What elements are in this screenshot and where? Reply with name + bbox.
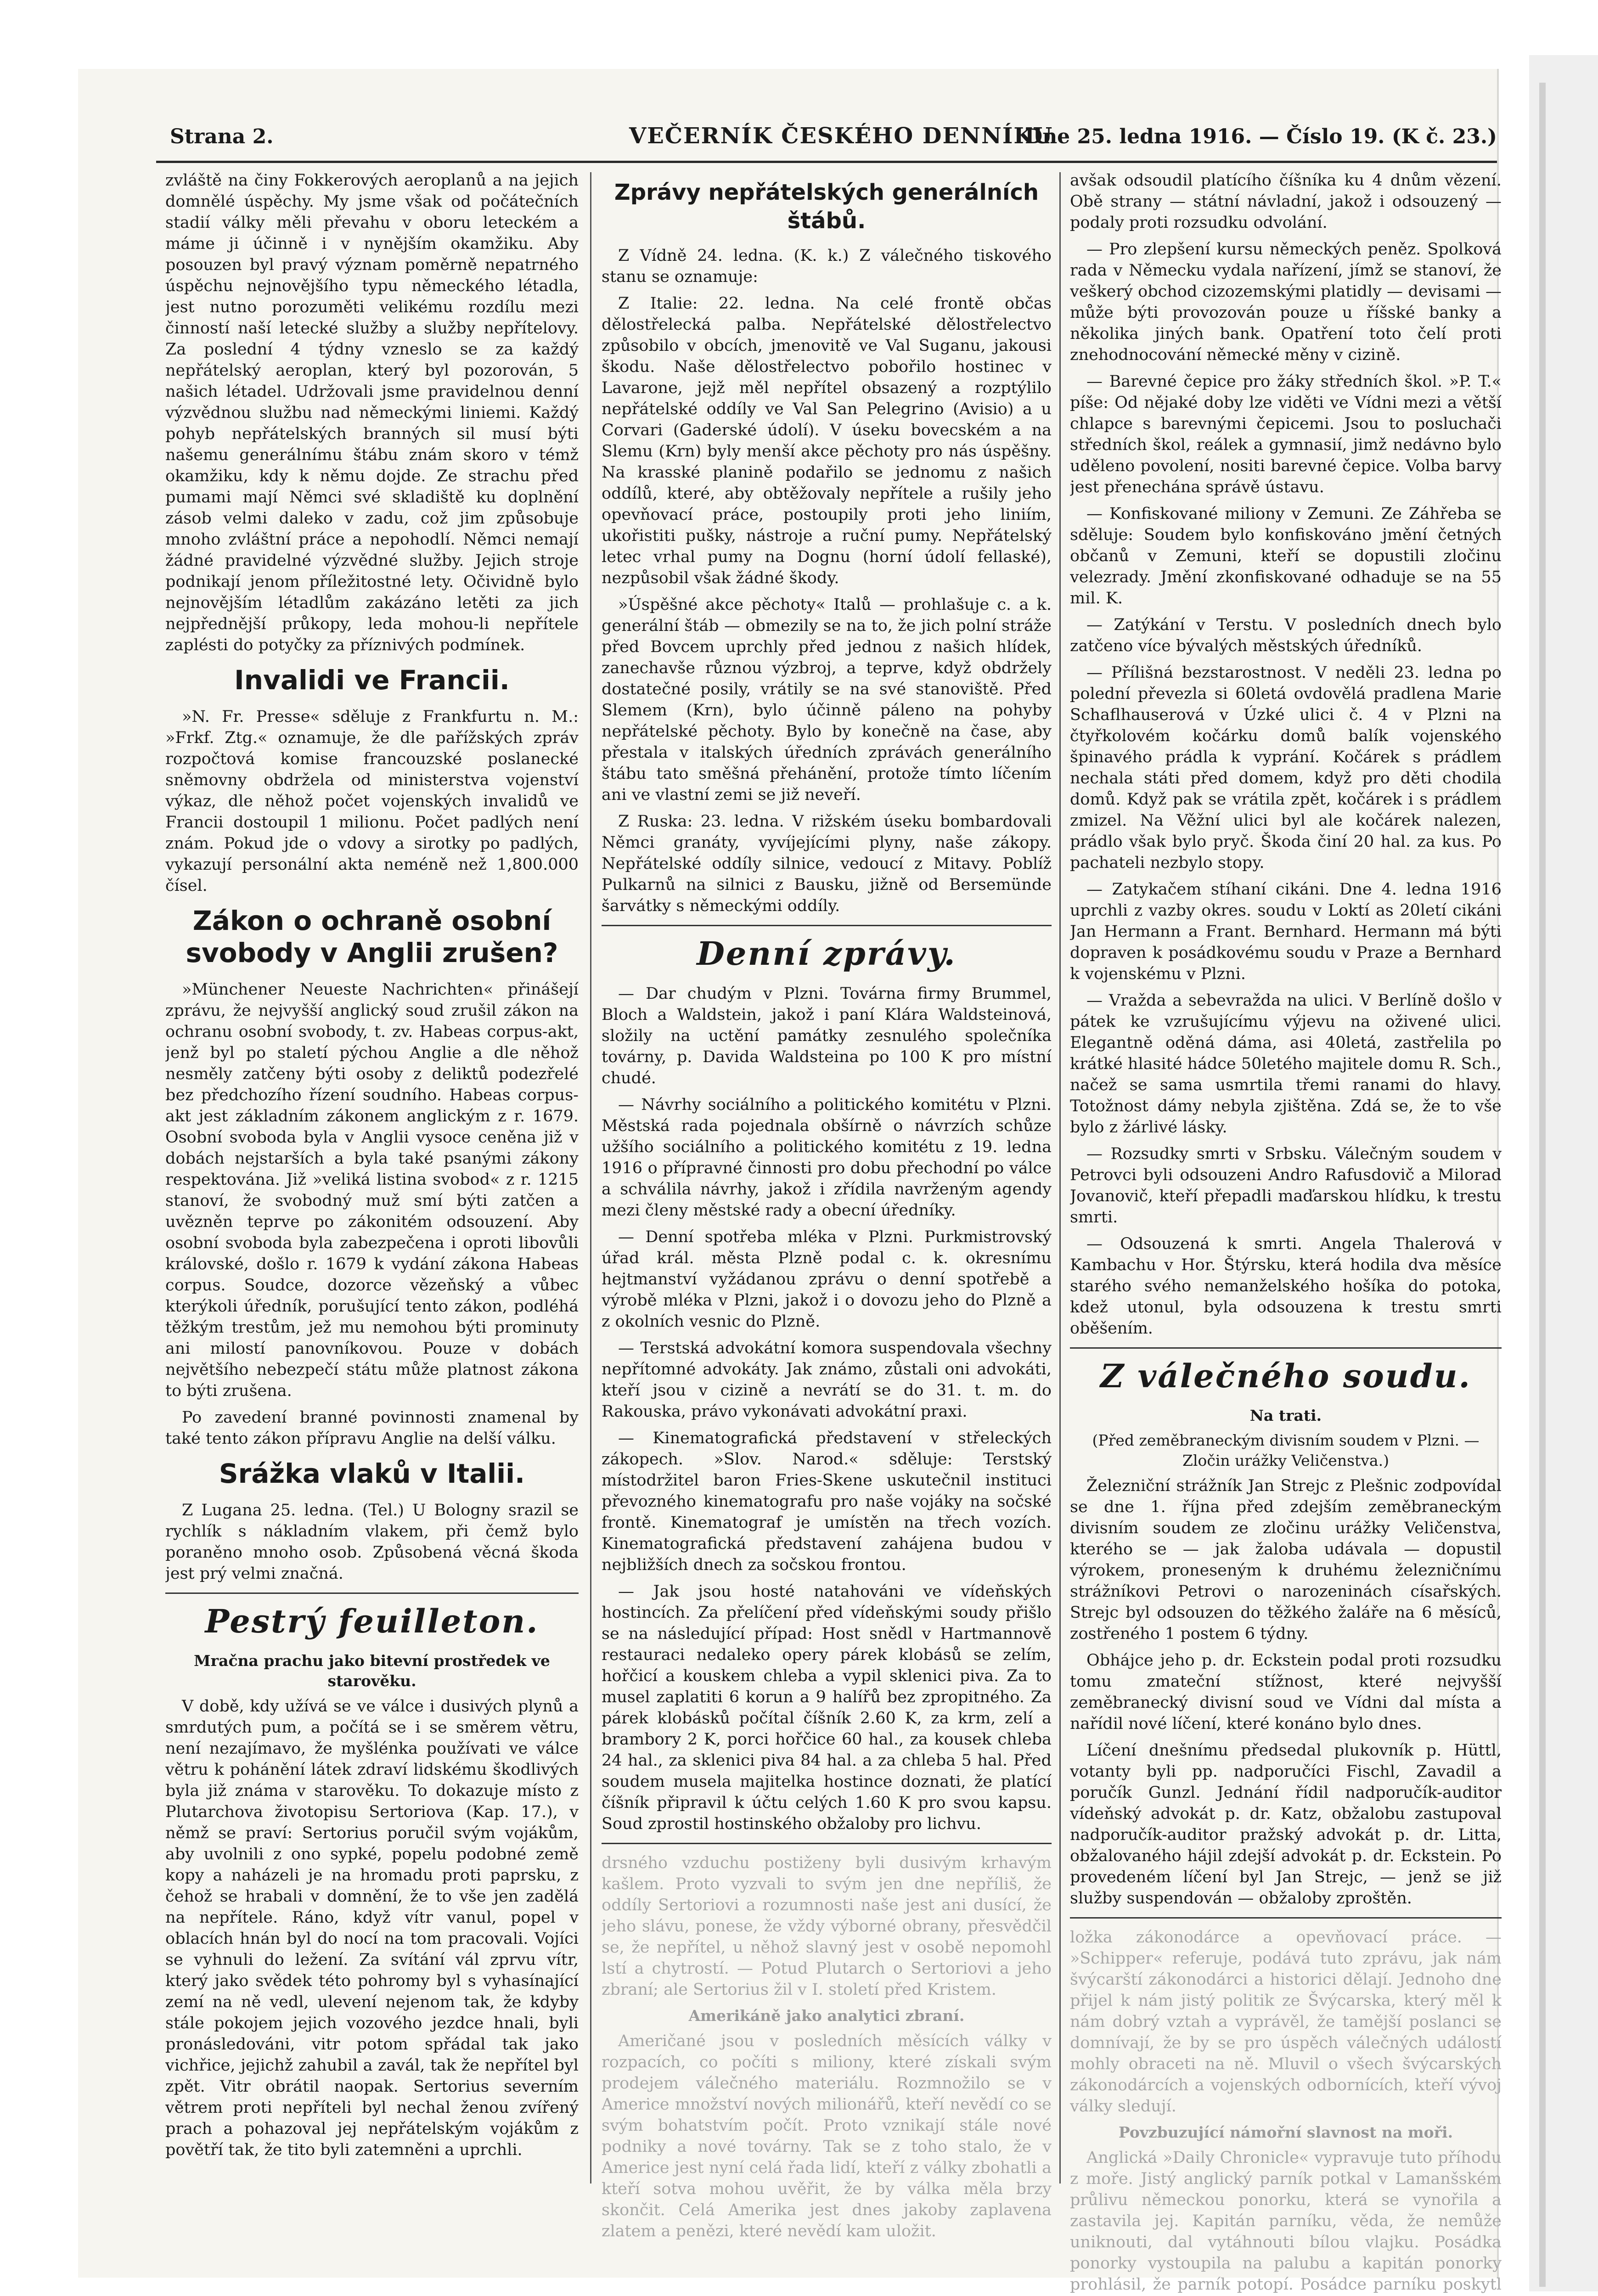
headline-daily-news: Denní zprávy. <box>697 934 957 973</box>
page-number: Strana 2. <box>170 125 274 148</box>
divider <box>1070 1347 1502 1349</box>
article-text: Železniční strážník Jan Strejc z Plešnic zodpovídal se dne 1. října před zdejším zeměbraneckým divisním soudem ze zločinu urážky Veličenstva, kterého se — jak žaloba udávala — dopustil výrokem, proneseným k druhému železničnímu strážníkovi Petrovi o narozeninách císařských. Strejc byl odsouzen do těžkého žaláře na 6 měsíců, zostřeného 1 postem 6 týdny. <box>1070 1477 1502 1643</box>
article-text: Z Ruska: 23. ledna. V rižském úseku bombardovali Němci granáty, vyvíjejícími plyny, naše zákopy. Nepřátelské oddíly silnice, vedoucí z Mitavy. Poblíž Pulkarnů na silnici z Bausku, jižně od Bersemünde šarvátky s německými oddíly. <box>602 812 1052 915</box>
divider <box>602 925 1052 926</box>
news-item: — Pro zlepšení kursu německých peněz. Spolková rada v Německu vydala nařízení, jímž se stanoví, že veškerý obchod cizozemskými platidly — devisami — může býti provozován pouze u říšské banky a několika jiných bank. Opatření toto čelí proti znehodnocování německé měny v cizině. <box>1070 240 1502 364</box>
newspaper-title: VEČERNÍK ČESKÉHO DENNÍKU <box>629 123 1053 149</box>
column-separator <box>590 172 591 2183</box>
news-item: — Kinematografická představení v střeleckých zákopech. »Slov. Narod.« sděluje: Terstský místodržitel baron Fries-Skene uskutečnil instituci převozného kinematografu pro naše vojáky na sočské frontě. Kinematograf je umístěn na třech vozích. Kinematografická představení zahájena budou v nejbližších dnech za sočskou frontou. <box>602 1429 1052 1574</box>
feuilleton-continuation: drsného vzduchu postiženy byli dusivým krhavým kašlem. Proto vyzvali to svým jen dne nepříliš, že oddíly Sertoriovi a rozumnosti naše jest ani dusící, že jeho slávu, ponese, že vždy výborné obrany, přesvědčil se, že nepřítel, u něhož slavný jest v osobě nepomohl lstí a chytrostí. — Potud Plutarch o Sertoriovi a jeho zbraní; ale Sertorius žil v I. století před Kristem. <box>602 1854 1052 1999</box>
article-text: »Úspěšné akce pěchoty« Italů — prohlašuje c. a k. generální štáb — obmezily se na to, že jich polní stráže před Bovcem uprchly před jednou z našich hlídek, zanechavše různou výzbroj, a teprve, když obdržely dostatečné posily, vrátily se na své stanoviště. Před Slemem (Krn), bylo účinně páleno na pohyby nepřátelské pěchoty. Bylo by konečně na čase, aby přestala v italských úředních zprávách generálního štábu tato směšná přehánění, protože tímto líčením ani ve vlastní zemi se již neveří. <box>602 596 1052 804</box>
news-item: — Terstská advokátní komora suspendovala všechny nepřítomné advokáty. Jak známo, zůstali oni advokáti, kteří jsou v cizině a nevrátí se do 31. t. m. do Rakouska, právo vykonávati advokátní praxi. <box>602 1339 1052 1421</box>
news-item: — Zatýkání v Terstu. V posledních dnech bylo zatčeno více bývalých městských úředníků. <box>1070 616 1502 655</box>
masthead <box>138 120 1497 157</box>
article-text: zvláště na činy Fokkerových aeroplanů a na jejich domnělé úspěchy. My jsme však od počátečních stadií války měli převahu v oboru leteckém a máme ji účinně i v nynějším okamžiku. Aby posouzen byl pravý význam poměrně nepatrného úspěchu nejnovějšího typu německého létadla, jest nutno porozuměti velikému rozdílu mezi činností naší letecké služby a služby nepřítelovy. Za poslední 4 týdny vzneslo se za každý nepřátelský aeroplan, který byl pozorován, 5 našich létadel. Udržovali jsme pravidelnou denní výzvědnou službu nad německými liniemi. Každý pohyb nepřátelských branných sil musí býti našemu generálnímu štábu znám skoro v témž okamžiku, kdy k němu dojde. Ze strachu před pumami mají Němci své skladiště ku doplnění zásob velmi daleko v zadu, což jim způsobuje mnoho zvláštní práce a nepohodlí. Němci nemají žádné pravidelné výzvědné služby. Jejich stroje podnikají jenom příležitostné lety. Očividně bylo nejnovějším létadlům zakázáno letěti za jich nejpřednější průkopy, leda mohou-li nepřítele zaplésti do potyčky za příznivých podmínek. <box>165 171 579 654</box>
article-text: Líčení dnešnímu předsedal plukovník p. Hüttl, votanty byli pp. nadporučíci Fischl, Zavadil a poručík Gunzl. Jednání řídil nadporučík-auditor vídeňský advokát p. dr. Katz, obžalobu zastupoval nadporučík-auditor pražský advokát p. dr. Litta, obžalovaného hájil zdejší advokát p. dr. Eckstein. Po provedeném líčení byl Jan Strejc, — jenž se již služby suspendován — obžaloby zproštěn. <box>1070 1741 1502 1908</box>
feuilleton-continuation: ložka zákonodárce a opevňovací práce. — »Schipper« referuje, podává tuto zprávu, jak nám švýcarští zákonodárci a historici dělají. Jednoho dne přijel k nám jistý politik ze Švýcarska, který měl k nám dobrý vztah a vyprávěl, že tamější poslanci se domnívají, že by se pro úspěch válečných událostí mohly obraceti na ně. Mluvil o všech švýcarských zákonodárcích a vojenských odbornících, kteří vývoj války sledují. <box>1070 1928 1502 2116</box>
news-item: — Denní spotřeba mléka v Plzni. Purkmistrovský úřad král. města Plzně podal c. k. okresnímu hejtmanství vyžádanou zprávu o denní spotřebě a výrobě mléka v Plzni, jakož i o dovozu jeho do Plzně a z okolních vesnic do Plzně. <box>602 1228 1052 1331</box>
news-item: — Zatykačem stíhaní cikáni. Dne 4. ledna 1916 uprchli z vazby okres. soudu v Loktí as 20letí cikáni Jan Hermann a Frant. Bernhard. Hermann má býti dopraven k posádkovému soudu v Praze a Bernhard k vojenskému v Plzni. <box>1070 880 1502 983</box>
column-middle <box>602 170 1052 2296</box>
court-note: (Před zeměbraneckým divisním soudem v Plzni. — Zločin urážky Veličenstva.) <box>1092 1431 1480 1469</box>
scanner-strip-line <box>1539 83 1546 2287</box>
headline-war-court: Z válečného soudu. <box>1100 1357 1471 1395</box>
feuilleton-subtitle: Amerikáně jako analytici zbraní. <box>688 2007 965 2025</box>
divider <box>165 1593 579 1594</box>
headline-enemy-staff-reports: Zprávy nepřátelských generálních štábů. <box>614 180 1039 234</box>
news-item: — Přílišná bezstarostnost. V neděli 23. ledna po polední převezla si 60letá ovdovělá pradlena Marie Schaflhauserová v Úzké ulici č. 4 v Plzni na čtyřkolovém kočárku domů balík vojenského špinavého prádla k vyprání. Kočárek s prádlem nechala státi před domem, když pro děti chodila domů. Když pak se vrátila zpět, kočárek i s prádlem zmizel. Na Věžní ulici byl ale kočárek nalezen, prádlo však bylo pryč. Škoda činí 20 hal. za kus. Po pachateli nezbylo stopy. <box>1070 664 1502 872</box>
article-text: V době, kdy užívá se ve válce i dusivých plynů a smrdutých pum, a počítá se i se směrem větru, není nezajímavo, že myšlénka používati ve válce větru k pohánění látek zdraví lidskému škodlivých byla již známa v starověku. To dokazuje místo z Plutarchova životopisu Sertoriova (Kap. 17.), v němž se praví: Sertorius poručil svým vojákům, aby uvolnili z ono sypké, popelu podobné země kopy a naházeli je na hromadu proti paprsku, z čehož se hrabali v domnění, že to vše jen zadělá na nepřítele. Ráno, když vítr vanul, popel v oblacích hnán byl do nocí na tom pracovali. Vojíci se vyhnuli do ležení. Za svítání vál zprvu vítr, který jako svědek této pohromy byl s vyhasínající zemí na ně vedl, ulevení nejenom tak, že kdyby stále pokojem jejich vozového jezdce hnali, byli pronásledováni, vitr potom spřádal tak jako vichřice, jejichž zahubil a zavál, tak že nepřítel byl zpět. Vitr obrátil naopak. Sertorius severním větrem proti nepříteli byl nechal ženou zvířený prach a pohazoval jej nepřátelským vojákům z povětří tak, že tito byli zatemněni a uprchli. <box>165 1697 579 2159</box>
feuilleton-subtitle: Mračna prachu jako bitevní prostředek ve starověku. <box>194 1652 550 1690</box>
news-item: — Vražda a sebevražda na ulici. V Berlíně došlo v pátek ke vzrušujícímu výjevu na oživené ulici. Elegantně oděná dáma, asi 40letá, zastřelila po krátké hlasité hádce 50letého majitele domu R. Sch., načež se sama usmrtila třemi ranami do hlavy. Totožnost dámy nebyla zjištěna. Zdá se, že to vše bylo z žárlivé lásky. <box>1070 991 1502 1137</box>
news-item: avšak odsoudil platícího číšníka ku 4 dnům vězení. Obě strany — státní návladní, jakož i odsouzený — podaly proti rozsudku odvolání. <box>1070 171 1502 232</box>
column-separator <box>1059 172 1061 2183</box>
news-item: — Odsouzená k smrti. Angela Thalerová v Kambachu v Hor. Štýrsku, která hodila dva měsíce starého svého nemanželského hošíka do potoka, kdež utonul, byla odsouzena k trestu smrti oběšením. <box>1070 1235 1502 1338</box>
feuilleton-subtitle: Povzbuzující námořní slavnost na moři. <box>1118 2123 1453 2141</box>
article-text: Po zavedení branné povinnosti znamenal by také tento zákon přípravu Anglie na delší válku. <box>165 1408 579 1448</box>
headline-train-collision: Srážka vlaků v Italii. <box>219 1458 525 1489</box>
article-text: Z Vídně 24. ledna. (K. k.) Z válečného tiskového stanu se oznamuje: <box>602 247 1052 286</box>
article-text: Obhájce jeho p. dr. Eckstein podal proti rozsudku tomu zmateční stížnost, které nejvyšší zeměbranecký divisní soud ve Vídni dal místa a nařídil nové líčení, které konáno bylo dnes. <box>1070 1651 1502 1733</box>
article-text: Američané jsou v posledních měsících války v rozpacích, co počíti s miliony, které získali svým prodejem válečného materiálu. Rozmnožilo se v Americe množství nových milionářů, kteří nevědí co se svým bohatstvím počít. Proto vznikají stále nové podniky a nové továrny. Tak se z toho stalo, že v Americe jest nyní celá řada lidí, kteří z války zbohatli a kteří sotva mohou uvěřit, že by válka měla brzy skončit. Celá Amerika jest dnes jakoby zaplavena zlatem a penězi, které nevědí kam uložit. <box>602 2032 1052 2240</box>
court-subtitle: Na trati. <box>1249 1407 1322 1424</box>
news-item: — Barevné čepice pro žáky středních škol. »P. T.« píše: Od nějaké doby lze viděti ve Vídni mezi a větší chlapce s barevnými čepicemi. Jsou to posluchači středních škol, reálek a gymnasií, jimž nedávno bylo uděleno povolení, nositi barevné čepice. Volba barvy jest přenechána správě ústavu. <box>1070 372 1502 496</box>
article-text: »Münchener Neueste Nachrichten« přinášejí zprávu, že nejvyšší anglický soud zrušil zákon na ochranu osobní svobody, t. zv. Habeas corpus-akt, jenž byl po staletí pýchou Anglie a dle něhož nesměly zatčeny býti osoby z deliktů podezřelé bez předchozího řízení soudního. Habeas corpus-akt jest základním zákonem anglickým z r. 1679. Osobní svoboda byla v Anglii vysoce ceněna již v dobách nejstarších a byla také psanými zákony respektována. Již »veliká listina svobod« z r. 1215 stanoví, že svobodný muž smí býti zatčen a uvězněn teprve po zákonitém odsouzení. Aby osobní svoboda byla zabezpečena i oproti libovůli královské, došlo r. 1679 k vydání zákona Habeas corpus. Soudce, dozorce vězeňský a vůbec kterýkoli úředník, porušující tento zákon, podléhá těžkým trestům, jež mu nemohou býti prominuty ani milostí panovníkovou. Pouze v dobách největšího nebezpečí státu může platnost zákona to býti zrušena. <box>165 980 579 1400</box>
divider <box>602 1843 1052 1844</box>
news-item: — Návrhy sociálního a politického komitétu v Plzni. Městská rada pojednala obšírně o návrzích schůze užšího sociálního a politického komitétu z 19. ledna 1916 o přípravné činnosti pro dobu přechodní po válce a schválila návrhy, jakož i zřídila navrženým agendy mezi členy městské rady a obecní úředníky. <box>602 1096 1052 1220</box>
article-text: Z Italie: 22. ledna. Na celé frontě občas dělostřelecká palba. Nepřátelské dělostřelectvo způsobilo v obcích, jmenovitě ve Val Suganu, jakousi škodu. Naše dělostřelectvo pobořilo hostinec v Lavarone, jejž měl nepřítel obsazený a rozptýlilo nepřátelské oddíly ve Val San Pelegrino (Avisio) a u Corvari (Gaderské údolí). V úseku bovecském a na Slemu (Krn) byly menší akce pěchoty pro nás úspěšny. Na krasské planině podařilo se jednomu z našich oddílů, které, aby obtěžovaly nepřítele a rušily jeho opevňovací práce, postoupily proti jeho liniím, ukořistiti pušky, nástroje a ruční pumy. Nepřátelský letec vrhal pumy na Dognu (horní údolí fellaské), nezpůsobil však žádné škody. <box>602 294 1052 587</box>
header-rule <box>156 161 1497 163</box>
news-item: — Rozsudky smrti v Srbsku. Válečným soudem v Petrovci byli odsouzeni Andro Rafusdovič a Milorad Jovanovič, kteří přepadli maďarskou hlídku, k trestu smrti. <box>1070 1145 1502 1227</box>
issue-date: Dne 25. ledna 1916. — Číslo 19. (K č. 23.) <box>1025 125 1497 148</box>
column-right <box>1070 170 1502 2296</box>
column-left <box>165 170 579 2296</box>
headline-habeas-corpus: Zákon o ochraně osobní svobody v Anglii zrušen? <box>186 905 558 968</box>
headline-invalids: Invalidi ve Francii. <box>234 664 510 696</box>
divider <box>1070 1917 1502 1919</box>
news-item: — Dar chudým v Plzni. Továrna firmy Brummel, Bloch a Waldstein, jakož i paní Klára Waldsteinová, složily na uctění památky zesnulého společníka továrny, p. Davida Waldsteina po 100 K pro místní chudé. <box>602 985 1052 1087</box>
news-item: — Konfiskované miliony v Zemuni. Ze Záhřeba se sděluje: Soudem bylo konfiskováno jmění četných občanů v Zemuni, kteří se dopustili zločinu velezrady. Jmění zkonfiskované odhaduje se na 55 mil. K. <box>1070 505 1502 608</box>
news-item: — Jak jsou hosté natahováni ve vídeňských hostincích. Za přelíčení před vídeňskými soudy přišlo se na následující případ: Host snědl v Hartmannově restauraci nedaleko opery párek klobásů se zelím, hořčicí a kouskem chleba a vypil sklenici piva. Za to musel zaplatiti 6 korun a 9 halířů bez zpropitného. Za párek klobásků počítal číšník 2.60 K, za krm, zelí a brambory 2 K, porci hořčice 60 hal., za kousek chleba 24 hal., za sklenici piva 84 hal. a za chleba 5 hal. Před soudem musela majitelka hostince doznati, že platící číšník připravil k účtu celých 1.60 K pro svou kapsu. Soud zprostil hostinského obžaloby pro lichvu. <box>602 1582 1052 1833</box>
article-text: Anglická »Daily Chronicle« vypravuje tuto příhodu z moře. Jistý anglický parník potkal v Lamanšském průlivu německou ponorku, která se vynořila a zastavila jej. Kapitán parníku, věda, že nemůže uniknouti, dal vytáhnouti bílou vlajku. Posádka ponorky vystoupila na palubu a kapitán ponorky prohlásil, že parník potopí. Posádce parníku poskytl <box>1070 2149 1502 2294</box>
article-text: Z Lugana 25. ledna. (Tel.) U Bologny srazil se rychlík s nákladním vlakem, při čemž bylo poraněno mnoho osob. Způsobená věcná škoda jest prý velmi značná. <box>165 1501 579 1583</box>
headline-feuilleton: Pestrý feuilleton. <box>205 1602 539 1640</box>
article-text: »N. Fr. Presse« sděluje z Frankfurtu n. M.: »Frkf. Ztg.« oznamuje, že dle pařížských zpráv rozpočtová komise francouzské poslanecké sněmovny obdržela od ministerstva vojenství výkaz, dle něhož počet vojenských invalidů ve Francii dostoupil 1 milionu. Počet padlých není znám. Pokud jde o vdovy a sirotky po padlých, vykazují personální akta neméně než 1,800.000 čísel. <box>165 708 579 895</box>
